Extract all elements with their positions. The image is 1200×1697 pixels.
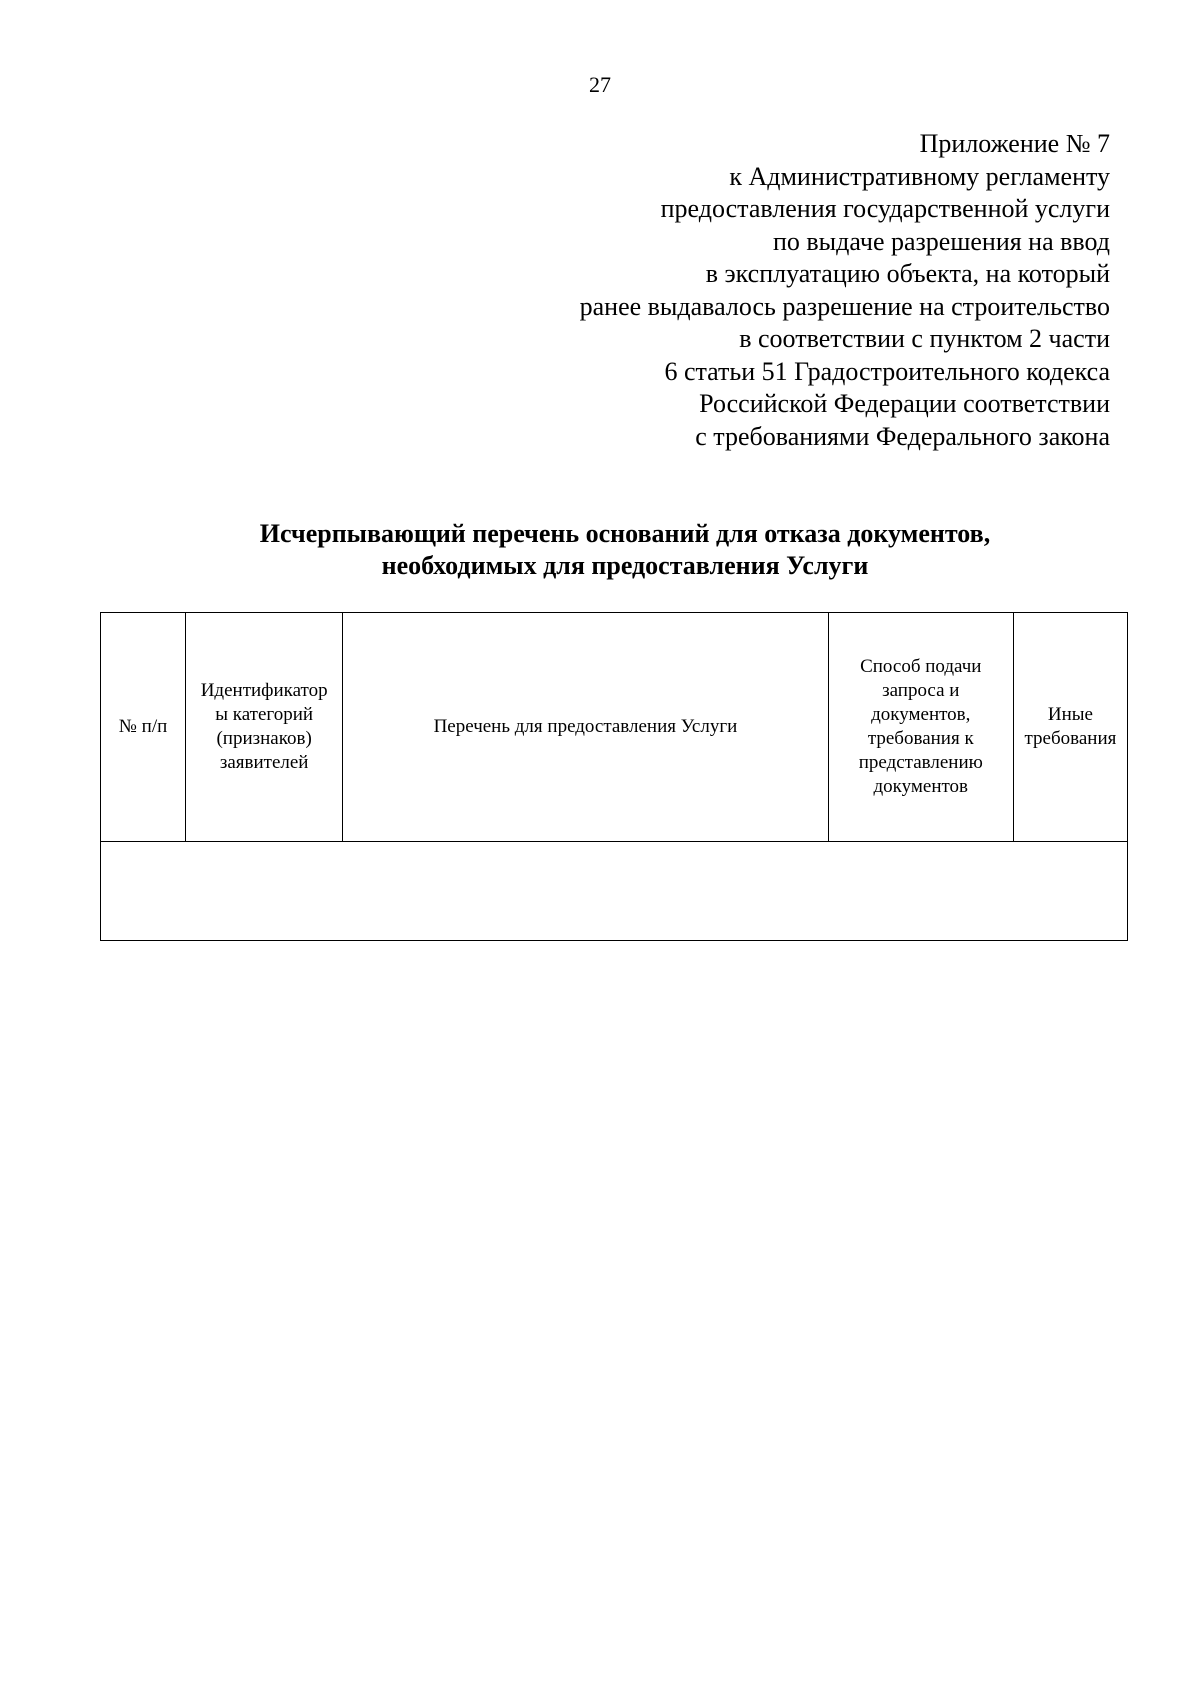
header-text: запроса и	[882, 680, 960, 701]
header-text: документов	[873, 776, 969, 797]
header-text: № п/п	[118, 716, 168, 737]
empty-table-cell	[101, 842, 1128, 941]
header-text: заявителей	[219, 752, 309, 773]
appendix-line: Приложение № 7	[919, 129, 1110, 158]
appendix-line: в эксплуатацию объекта, на который	[705, 259, 1110, 288]
appendix-note	[410, 128, 1110, 453]
header-text: Перечень для предоставления Услуги	[433, 716, 738, 737]
appendix-line: Российской Федерации соответствии	[699, 389, 1110, 418]
header-cell-other-requirements	[1013, 613, 1127, 842]
header-text: Способ подачи	[860, 656, 982, 677]
requirements-table	[100, 612, 1128, 941]
header-text: (признаков)	[216, 728, 312, 749]
header-text: ы категорий	[215, 704, 314, 725]
appendix-line: в соответствии с пунктом 2 части	[739, 324, 1110, 353]
appendix-line: 6 статьи 51 Градостроительного кодекса	[664, 356, 1110, 386]
appendix-line: ранее выдавалось разрешение на строительство	[579, 291, 1110, 321]
header-cell-applicant-categories	[186, 613, 343, 842]
document-title-line: Исчерпывающий перечень оснований для отказа документов,	[259, 519, 991, 548]
header-cell-service-list	[343, 613, 828, 842]
header-cell-submission-method	[828, 613, 1013, 842]
document-title-line: необходимых для предоставления Услуги	[381, 551, 869, 580]
header-text: Идентификатор	[200, 680, 328, 701]
appendix-line: к Административному регламенту	[729, 161, 1110, 191]
header-text: требования к	[867, 728, 974, 749]
header-text: представлению	[858, 752, 983, 773]
page-number: 27	[589, 72, 611, 97]
header-text: Иные	[1047, 704, 1093, 725]
appendix-line: с требованиями Федерального закона	[695, 421, 1110, 451]
document-title	[100, 518, 1150, 582]
header-cell-number	[101, 613, 186, 842]
appendix-line: предоставления государственной услуги	[660, 194, 1110, 223]
table-header-row	[101, 613, 1128, 842]
header-text: требования	[1024, 728, 1117, 749]
table-row	[101, 842, 1128, 941]
header-text: документов,	[871, 704, 971, 725]
appendix-line: по выдаче разрешения на ввод	[772, 226, 1110, 256]
